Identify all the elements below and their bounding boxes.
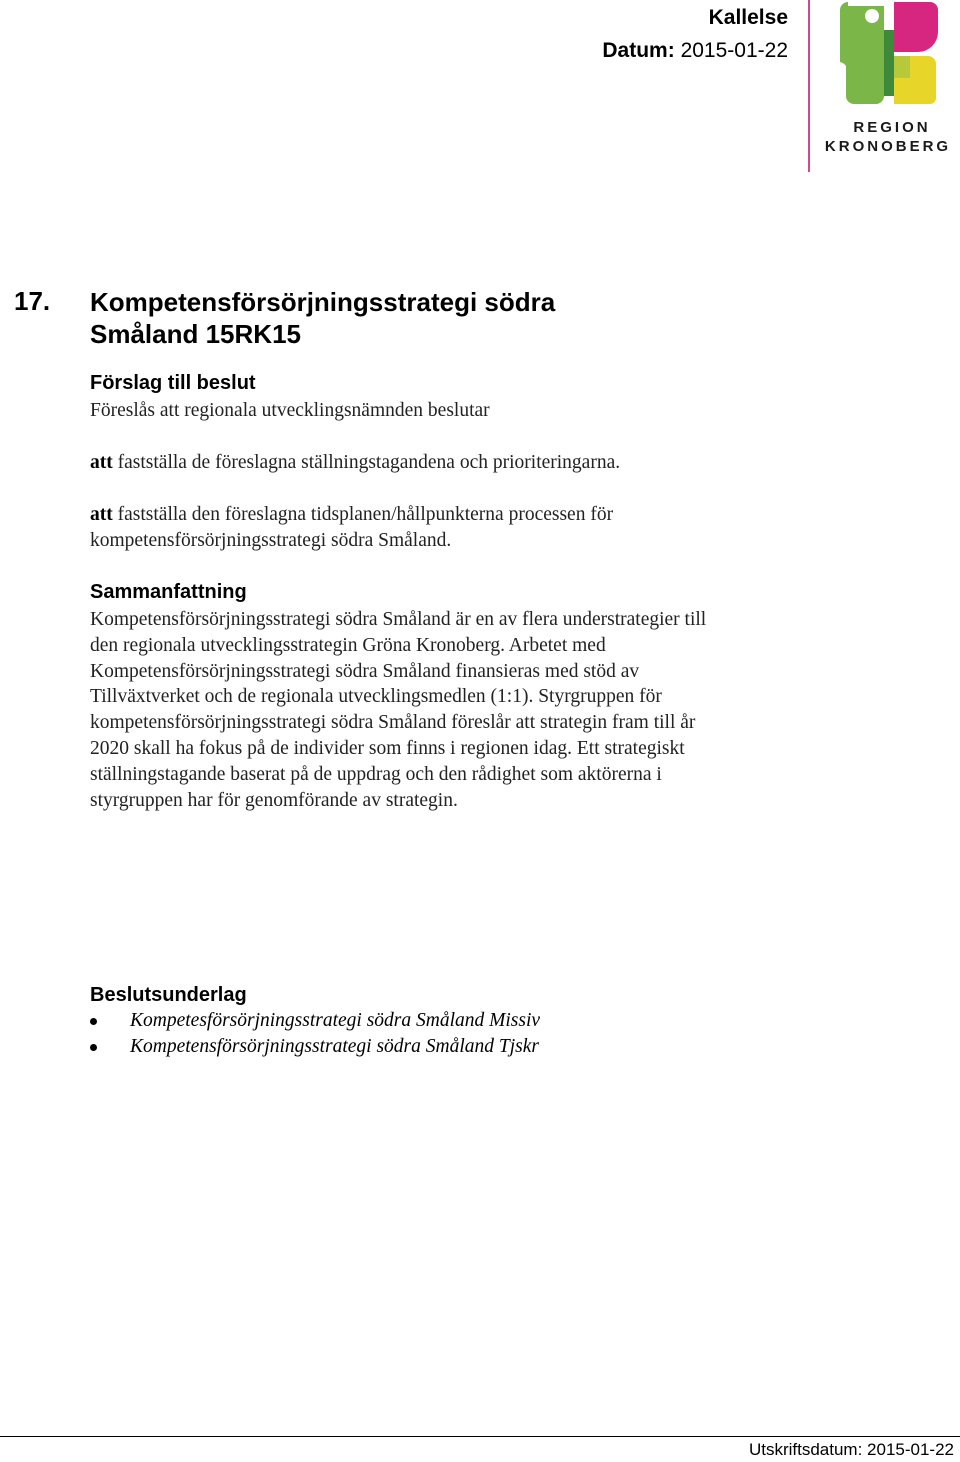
item-title-line1: Kompetensförsörjningsstrategi södra bbox=[90, 287, 556, 317]
point-2-text-line1: fastställa den föreslagna tidsplanen/hållpunkterna processen för bbox=[112, 504, 614, 525]
item-title bbox=[90, 286, 690, 350]
bullet-icon bbox=[90, 1044, 97, 1051]
proposal-point-1 bbox=[90, 450, 810, 476]
summary-line: den regionala utvecklingsstrategin Gröna Kronoberg. Arbetet med bbox=[90, 634, 606, 656]
date-value: 2015-01-22 bbox=[680, 39, 788, 62]
list-item bbox=[90, 1008, 790, 1034]
proposal-point-2 bbox=[90, 502, 810, 554]
summary-line: 2020 skall ha fokus på de individer som finns i regionen idag. Ett strategiskt bbox=[90, 737, 685, 759]
region-kronoberg-logo bbox=[822, 0, 958, 160]
date-label: Datum: bbox=[602, 39, 675, 62]
basis-heading: Beslutsunderlag bbox=[90, 984, 247, 1006]
att-keyword: att bbox=[90, 504, 113, 525]
header-divider bbox=[808, 0, 810, 172]
summary-line: Tillväxtverket och de regionala utvecklingsmedlen (1:1). Styrgruppen för bbox=[90, 686, 662, 708]
point-2-text-line2: kompetensförsörjningsstrategi södra Småland. bbox=[90, 529, 452, 551]
item-title-line2: Småland 15RK15 bbox=[90, 319, 301, 349]
proposal-intro: Föreslås att regionala utvecklingsnämnden beslutar bbox=[90, 400, 490, 421]
summary-paragraph bbox=[90, 607, 810, 813]
att-keyword: att bbox=[90, 452, 113, 473]
summary-line: Kompetensförsörjningsstrategi södra Småland är en av flera understrategier till bbox=[90, 609, 707, 630]
summary-heading: Sammanfattning bbox=[90, 581, 247, 603]
document-date bbox=[602, 39, 788, 63]
summary-line: ställningstagande baserat på de uppdrag och den rådighet som aktörerna i bbox=[90, 763, 662, 785]
footer-divider bbox=[0, 1436, 960, 1437]
list-item-text: Kompetesförsörjningsstrategi södra Småland Missiv bbox=[130, 1010, 541, 1031]
print-date bbox=[749, 1440, 954, 1460]
point-1-text: fastställa de föreslagna ställningstagandena och prioriteringarna. bbox=[112, 452, 621, 473]
print-date-value: 2015-01-22 bbox=[867, 1440, 954, 1459]
basis-list bbox=[90, 1008, 790, 1060]
item-number: 17. bbox=[14, 286, 51, 316]
list-item bbox=[90, 1034, 790, 1060]
logo-line1: REGION bbox=[853, 119, 931, 136]
proposal-heading: Förslag till beslut bbox=[90, 372, 256, 394]
summary-line: styrgruppen har för genomförande av strategin. bbox=[90, 789, 458, 811]
print-date-label: Utskriftsdatum: bbox=[748, 1440, 863, 1459]
document-type: Kallelse bbox=[708, 6, 788, 29]
bullet-icon bbox=[90, 1018, 97, 1025]
summary-line: Kompetensförsörjningsstrategi södra Småland finansieras med stöd av bbox=[90, 660, 640, 682]
summary-line: kompetensförsörjningsstrategi södra Småland föreslår att strategin fram till år bbox=[90, 712, 696, 734]
logo-mark-icon bbox=[822, 0, 958, 160]
logo-line2: KRONOBERG bbox=[824, 138, 952, 155]
list-item-text: Kompetensförsörjningsstrategi södra Småland Tjskr bbox=[130, 1036, 539, 1057]
